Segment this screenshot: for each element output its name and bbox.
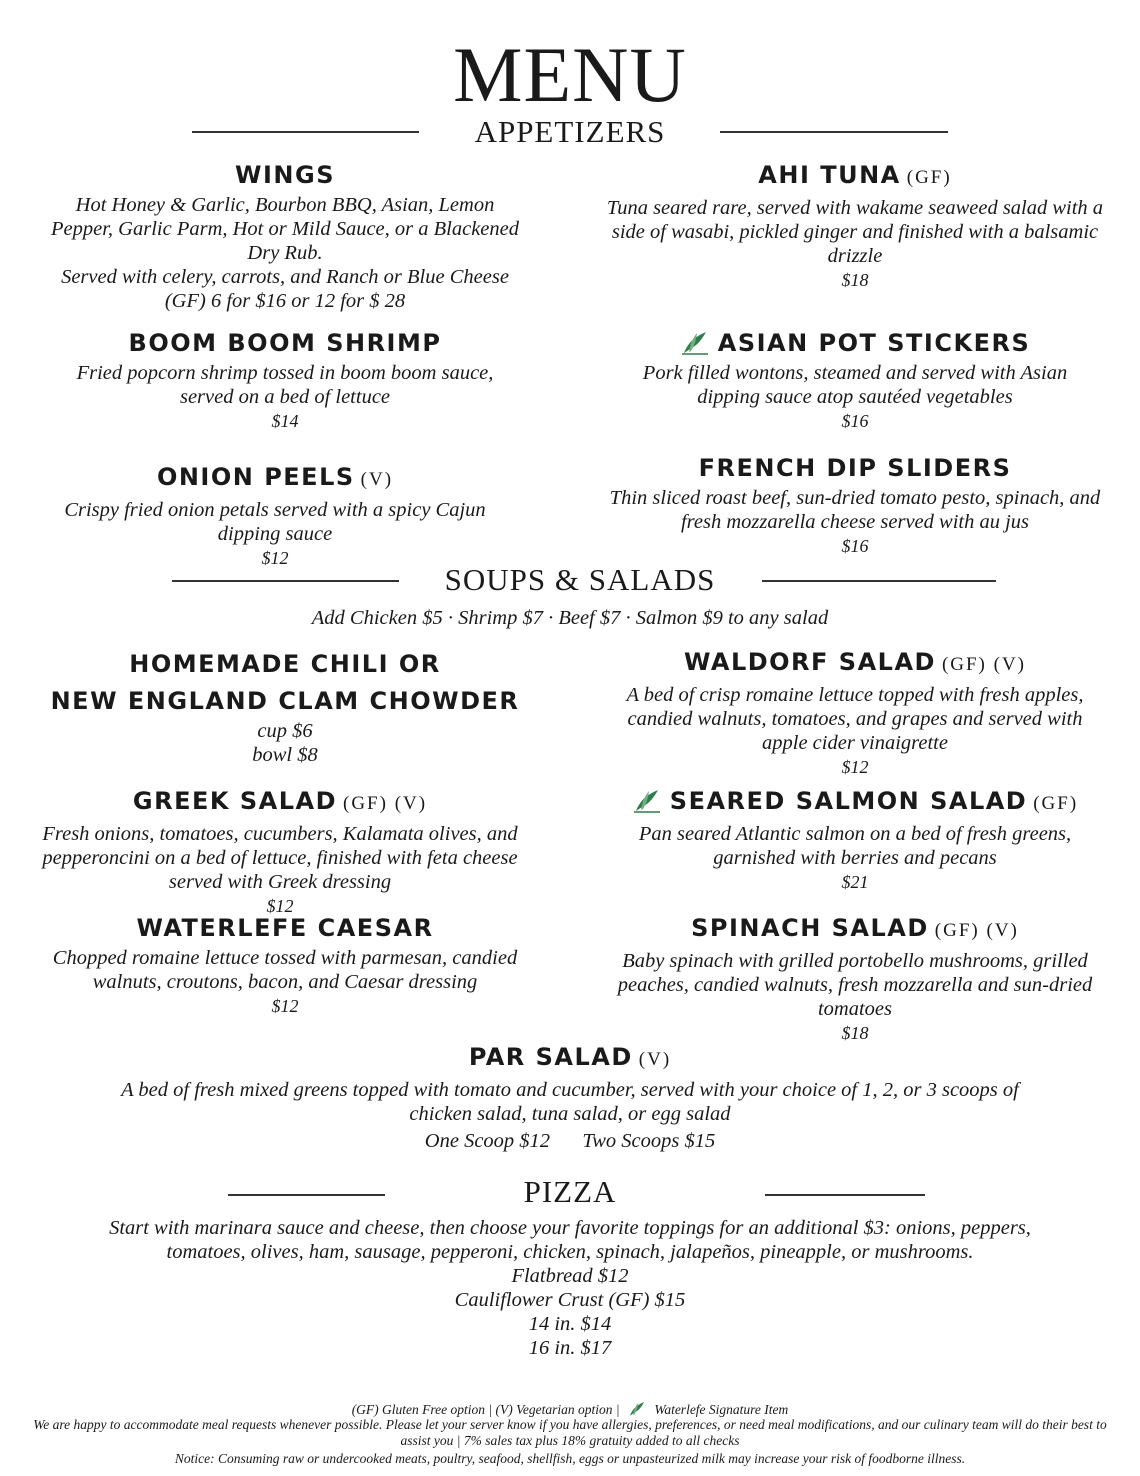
item-name: WATERLEFE CAESAR <box>136 914 434 942</box>
item-price: $18 <box>841 270 869 290</box>
footer-legend <box>0 1400 1140 1418</box>
item-price: cup $6 <box>257 720 313 742</box>
item-description: A bed of crisp romaine lettuce topped with fresh apples, candied walnuts, tomatoes, and grapes and served with apple cider vinaigrette <box>626 684 1084 754</box>
divider <box>765 1194 925 1196</box>
pizza-price-14: 14 in. $14 <box>528 1313 612 1335</box>
pizza-details <box>70 1216 1070 1360</box>
item-name: SPINACH SALAD <box>691 914 929 942</box>
divider <box>172 580 399 582</box>
divider <box>762 580 996 582</box>
item-name: BOOM BOOM SHRIMP <box>128 329 442 357</box>
item-price: $12 <box>266 896 294 916</box>
item-wings <box>35 160 535 313</box>
item-price: $16 <box>841 536 869 556</box>
item-description: A bed of fresh mixed greens topped with tomato and cucumber, served with your choice of 1, 2, or 3 scoops of chicken salad, tuna salad, or egg salad <box>121 1079 1019 1125</box>
pizza-description: Start with marinara sauce and cheese, then choose your favorite toppings for an additional $3: onions, peppers, tomatoes, olives, ham, sausage, pepperoni, chicken, spinach, jalapeños, pineapple, or mushrooms. <box>109 1217 1031 1263</box>
item-spinach-salad <box>605 913 1105 1045</box>
item-description: Served with celery, carrots, and Ranch or Blue Cheese <box>61 266 509 288</box>
item-name: PAR SALAD <box>468 1043 633 1071</box>
item-tag: (GF) <box>906 167 952 188</box>
item-description: Tuna seared rare, served with wakame seaweed salad with a side of wasabi, pickled ginger and finished with a balsamic drizzle <box>606 197 1104 267</box>
item-name: AHI TUNA <box>758 161 901 189</box>
item-description: Thin sliced roast beef, sun-dried tomato pesto, spinach, and fresh mozzarella cheese served with au jus <box>609 487 1101 533</box>
item-greek-salad <box>30 786 530 918</box>
item-boom-boom-shrimp <box>35 328 535 433</box>
item-name: NEW ENGLAND CLAM CHOWDER <box>50 687 520 715</box>
item-description: Baby spinach with grilled portobello mushrooms, grilled peaches, candied walnuts, fresh mozzarella and sun-dried tomatoes <box>617 950 1093 1020</box>
waterlefe-leaf-icon <box>632 787 662 813</box>
item-price: $12 <box>261 548 289 568</box>
item-price: One Scoop $12 <box>424 1130 551 1152</box>
item-price: (GF) 6 for $16 or 12 for $ 28 <box>164 290 406 312</box>
item-french-dip-sliders <box>605 453 1105 558</box>
divider <box>720 131 948 133</box>
item-tag: (V) <box>360 469 394 490</box>
salad-addons: Add Chicken $5 · Shrimp $7 · Beef $7 · Salmon $9 to any salad <box>311 607 829 629</box>
menu-title: MENU <box>453 31 687 118</box>
item-name: SEARED SALMON SALAD <box>669 787 1028 815</box>
item-name: ONION PEELS <box>156 463 355 491</box>
item-tag: (GF) (V) <box>343 793 428 814</box>
item-price: $21 <box>841 872 869 892</box>
legend-text: (GF) Gluten Free option | (V) Vegetarian option | <box>351 1402 620 1417</box>
pizza-price-flatbread: Flatbread $12 <box>511 1265 629 1287</box>
item-name: HOMEMADE CHILI OR <box>129 650 441 678</box>
item-price: $14 <box>271 411 299 431</box>
item-onion-peels <box>25 462 525 570</box>
waterlefe-leaf-icon <box>627 1400 647 1417</box>
item-description: Pan seared Atlantic salmon on a bed of fresh greens, garnished with berries and pecans <box>638 823 1072 869</box>
item-tag: (GF) (V) <box>941 654 1027 675</box>
item-seared-salmon-salad <box>605 786 1105 894</box>
item-name: WINGS <box>235 161 335 189</box>
pizza-price-16: 16 in. $17 <box>528 1337 612 1359</box>
item-chili-chowder <box>35 649 535 767</box>
item-name: GREEK SALAD <box>132 787 337 815</box>
section-title-soups-salads: SOUPS & SALADS <box>444 562 716 597</box>
item-tag: (GF) (V) <box>934 920 1019 941</box>
footer-accommodation: We are happy to accommodate meal requests whenever possible. Please let your server know if you have allergies, preferences, or need meal modifications, and our culinary team will do their best to assist you | 7% sales tax plus 18% gratuity added to all checks <box>33 1417 1107 1448</box>
section-title-pizza: PIZZA <box>523 1174 617 1209</box>
pizza-price-cauliflower: Cauliflower Crust (GF) $15 <box>454 1289 686 1311</box>
item-name: ASIAN POT STICKERS <box>717 329 1031 357</box>
item-description: Pork filled wontons, steamed and served with Asian dipping sauce atop sautéed vegetables <box>642 362 1068 408</box>
item-description: Fresh onions, tomatoes, cucumbers, Kalamata olives, and pepperoncini on a bed of lettuce, finished with feta cheese served with Greek dressing <box>42 823 518 893</box>
legend-text: Waterlefe Signature Item <box>654 1402 789 1417</box>
item-par-salad <box>100 1042 1040 1153</box>
footer-notice: Notice: Consuming raw or undercooked meats, poultry, seafood, shellfish, eggs or unpasteurized milk may increase your risk of foodborne illness. <box>174 1451 966 1466</box>
item-description: Chopped romaine lettuce tossed with parmesan, candied walnuts, croutons, bacon, and Caesar dressing <box>52 947 518 993</box>
item-description: Crispy fried onion petals served with a spicy Cajun dipping sauce <box>64 499 486 545</box>
waterlefe-leaf-icon <box>680 329 710 355</box>
item-price: $12 <box>271 996 299 1016</box>
item-tag: (V) <box>638 1049 672 1070</box>
item-waldorf-salad <box>605 647 1105 779</box>
section-title-appetizers: APPETIZERS <box>474 114 666 149</box>
item-price: $12 <box>841 757 869 777</box>
item-tag: (GF) <box>1033 793 1079 814</box>
item-waterlefe-caesar <box>35 913 535 1018</box>
item-name: WALDORF SALAD <box>683 648 936 676</box>
item-description: Hot Honey & Garlic, Bourbon BBQ, Asian, Lemon Pepper, Garlic Parm, Hot or Mild Sauce, or a Blackened Dry Rub. <box>51 194 519 264</box>
divider <box>228 1194 385 1196</box>
item-price: $18 <box>841 1023 869 1043</box>
item-price: Two Scoops $15 <box>582 1130 716 1152</box>
item-description: Fried popcorn shrimp tossed in boom boom sauce, served on a bed of lettuce <box>76 362 494 408</box>
item-price: bowl $8 <box>252 744 318 766</box>
item-asian-pot-stickers <box>605 328 1105 433</box>
item-ahi-tuna <box>605 160 1105 292</box>
divider <box>192 131 419 133</box>
item-name: FRENCH DIP SLIDERS <box>698 454 1012 482</box>
item-price: $16 <box>841 411 869 431</box>
